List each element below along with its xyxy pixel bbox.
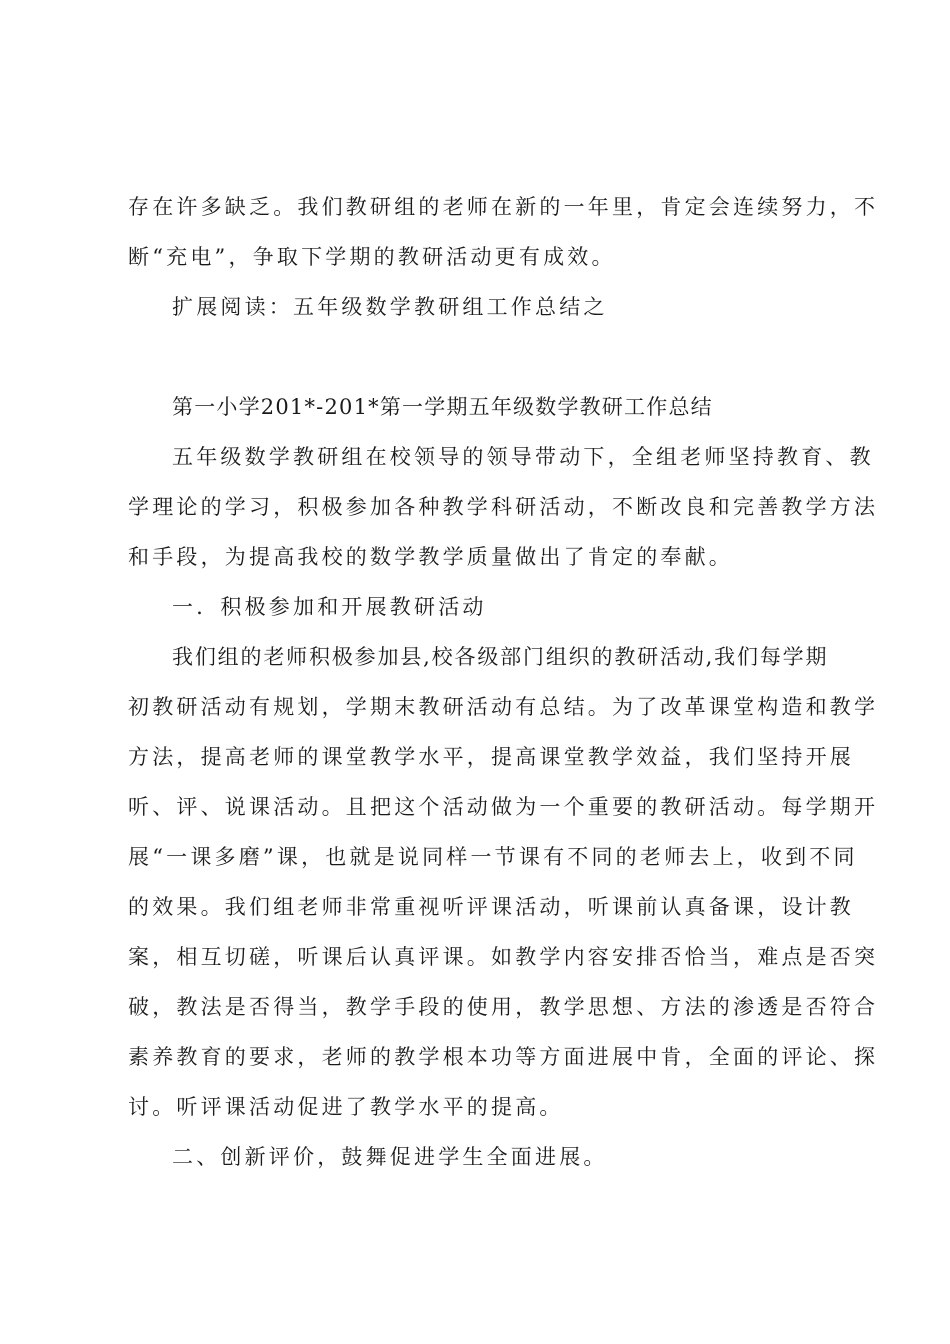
paragraph-line: 我们组的老师积极参加县,校各级部门组织的教研活动,我们每学期 (172, 645, 828, 669)
paragraph-line: 学理论的学习，积极参加各种教学科研活动，不断改良和完善教学方法 (128, 495, 879, 519)
paragraph-line: 存在许多缺乏。我们教研组的老师在新的一年里，肯定会连续努力，不 (128, 195, 879, 219)
paragraph-line: 展“一课多磨”课，也就是说同样一节课有不同的老师去上，收到不同 (128, 845, 858, 869)
paragraph-line: 听、评、说课活动。且把这个活动做为一个重要的教研活动。每学期开 (128, 795, 879, 819)
paragraph-line: 讨。听评课活动促进了教学水平的提高。 (128, 1095, 564, 1119)
paragraph-line: 的效果。我们组老师非常重视听评课活动，听课前认真备课，设计教 (128, 895, 854, 919)
paragraph-line: 和手段，为提高我校的数学教学质量做出了肯定的奉献。 (128, 545, 733, 569)
paragraph-line: 断“充电”，争取下学期的教研活动更有成效。 (128, 245, 616, 269)
paragraph-line: 素养教育的要求，老师的教学根本功等方面进展中肯，全面的评论、探 (128, 1045, 879, 1069)
section-heading-2: 二、创新评价，鼓舞促进学生全面进展。 (172, 1145, 608, 1169)
paragraph-line: 五年级数学教研组在校领导的领导带动下，全组老师坚持教育、教 (172, 445, 874, 469)
paragraph-line: 方法，提高老师的课堂教学水平，提高课堂教学效益，我们坚持开展 (128, 745, 854, 769)
summary-title: 第一小学201*-201*第一学期五年级数学教研工作总结 (172, 395, 713, 419)
paragraph-line: 初教研活动有规划，学期末教研活动有总结。为了改革课堂构造和教学 (128, 695, 879, 719)
paragraph-line: 破，教法是否得当，教学手段的使用，教学思想、方法的渗透是否符合 (128, 995, 879, 1019)
section-heading-1: 一．积极参加和开展教研活动 (172, 595, 487, 619)
extended-reading-heading: 扩展阅读：五年级数学教研组工作总结之 (172, 295, 608, 319)
paragraph-line: 案，相互切磋，听课后认真评课。如教学内容安排否恰当，难点是否突 (128, 945, 879, 969)
